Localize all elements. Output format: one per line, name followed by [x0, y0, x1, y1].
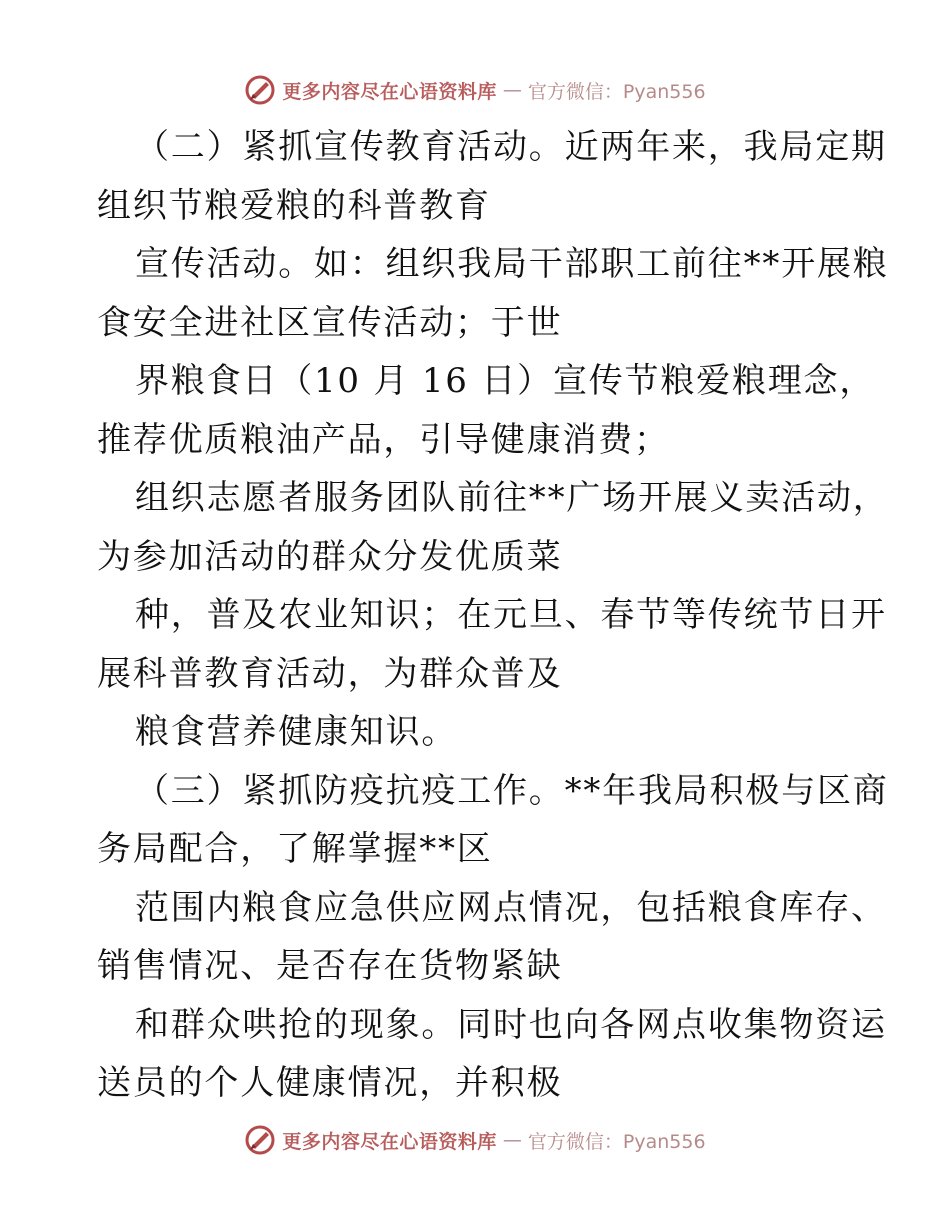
text-line: 宣传活动。如：组织我局干部职工前往**开展粮	[135, 244, 889, 284]
text-line: 界粮食日（10 月 16 日）宣传节粮爱粮理念，	[135, 361, 876, 401]
header-dash: —	[502, 79, 522, 101]
text-line: 送员的个人健康情况，并积极	[97, 1063, 563, 1103]
brand-logo-icon	[244, 74, 276, 106]
header-site-name: 更多内容尽在心语资料库	[282, 80, 497, 103]
text-line: 范围内粮食应急供应网点情况，包括粮食库存、	[135, 887, 887, 928]
header-wechat: 官方微信：Pyan556	[527, 80, 706, 103]
text-line: 推荐优质粮油产品，引导健康消费；	[97, 419, 670, 460]
footer-banner	[0, 1120, 950, 1160]
header-banner	[0, 70, 950, 110]
footer-site-name: 更多内容尽在心语资料库	[282, 1130, 497, 1153]
text-line: 粮食营养健康知识。	[135, 712, 458, 752]
text-line: 食安全进社区宣传活动；于世	[97, 302, 563, 343]
text-line: （二）紧抓宣传教育活动。近两年来，我局定期	[135, 127, 887, 167]
text-line: 组织节粮爱粮的科普教育	[97, 185, 491, 226]
text-line: 销售情况、是否存在货物紧缺	[97, 946, 563, 986]
footer-wechat: 官方微信：Pyan556	[527, 1130, 706, 1153]
text-line: 务局配合，了解掌握**区	[97, 829, 493, 869]
brand-logo-icon	[244, 1124, 276, 1156]
document-body	[97, 118, 887, 1113]
text-line: 为参加活动的群众分发优质菜	[97, 536, 563, 577]
text-line: 展科普教育活动，为群众普及	[97, 653, 563, 694]
text-line: 和群众哄抢的现象。同时也向各网点收集物资运	[135, 1004, 887, 1045]
text-line: 组织志愿者服务团队前往**广场开展义卖活动，	[135, 478, 889, 518]
text-line: （三）紧抓防疫抗疫工作。**年我局积极与区商	[135, 770, 889, 811]
text-line: 种，普及农业知识；在元旦、春节等传统节日开	[135, 595, 887, 635]
footer-dash: —	[502, 1129, 522, 1151]
